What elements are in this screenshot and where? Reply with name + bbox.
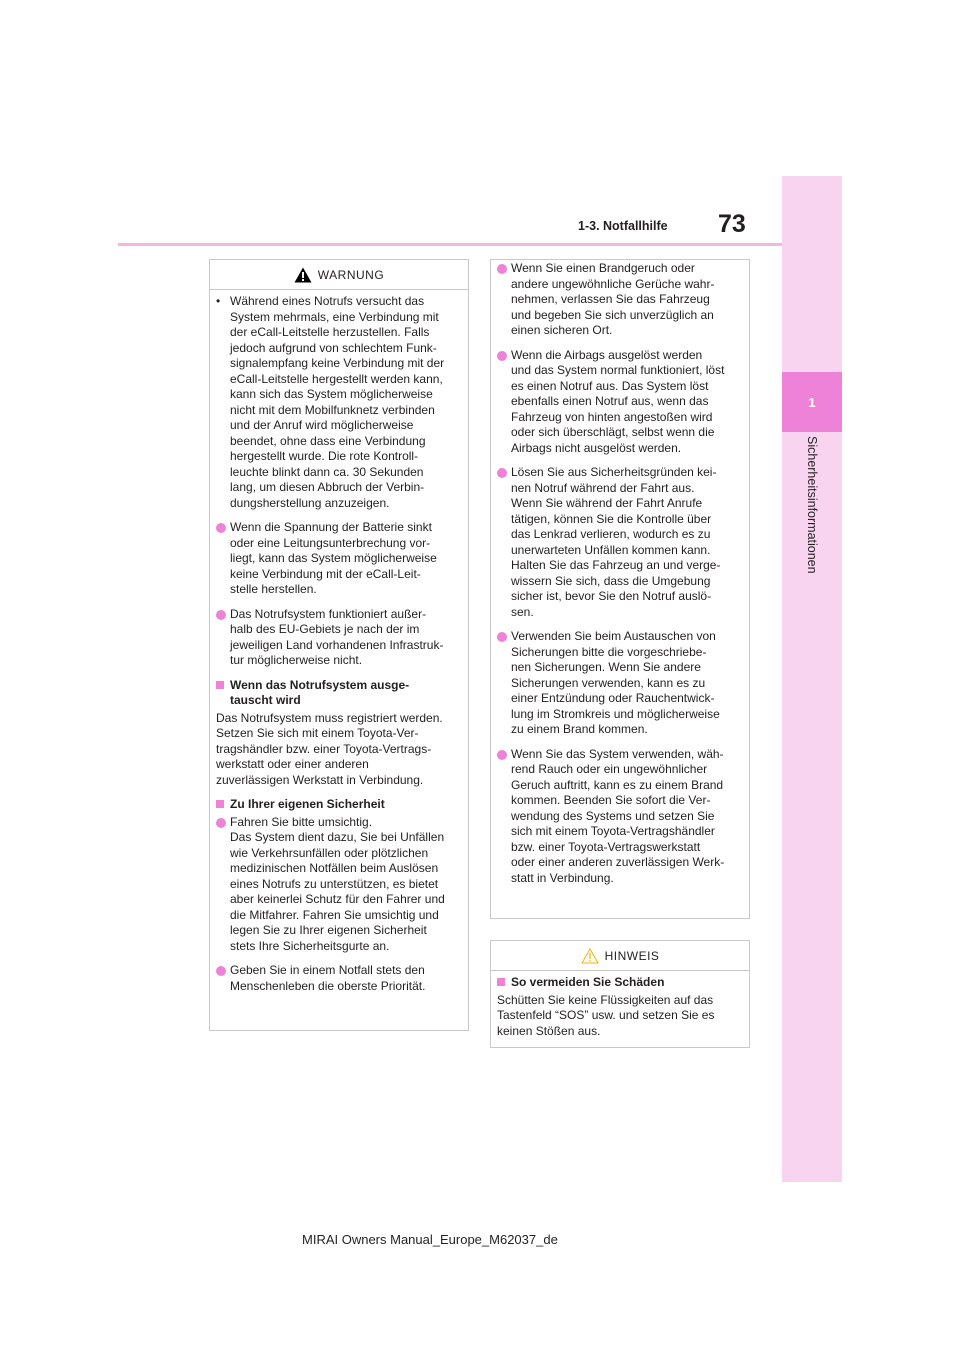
list-item-text: Fahren Sie bitte umsichtig. Das System dient dazu, Sie bei Unfällen wie Verkehrsunfällen oder plötzlichen medizinischen Notfällen beim Auslösen eines Notrufs zu unterstützen, es bietet aber keinerlei Schutz für den Fahrer und die Mitfahrer. Fahren Sie umsichtig und legen Sie zu Ihrer eigenen Sicherheit stets Ihre Sicherheitsgurte an. [230, 814, 445, 953]
caution-triangle-outline-icon [581, 948, 599, 964]
chapter-number: 1 [782, 372, 842, 432]
note-title: HINWEIS [604, 948, 660, 963]
list-item [497, 348, 743, 457]
page-number: 73 [718, 210, 746, 238]
warning-box [209, 259, 469, 1031]
list-item-text: Wenn die Airbags ausgelöst werden und das System normal funktioniert, löst es einen Notruf aus. Das System löst ebenfalls einen Notruf aus, wenn das Fahrzeug von hinten angestoßen wird oder sich überschlägt, selbst wenn die Airbags nicht ausgelöst werden. [511, 347, 725, 455]
list-item [216, 815, 462, 955]
circle-bullet-icon [216, 963, 230, 994]
warning-bullet-text: Während eines Notrufs versucht das System mehrmals, eine Verbindung mit der eCall-Leitstelle herzustellen. Falls jedoch aufgrund von schlechtem Funk- signalempfang keine Verbindung mit der eCall-Leitstelle hergestellt werden kann, kann sich das System möglicherweise nicht mit dem Mobilfunknetz verbinden und der Anruf wird möglicherweise beendet, ohne dass eine Verbindung hergestellt wurde. Die rote Kontroll- leuchte blinkt dann ca. 30 Sekunden lang, um diesen Abbruch der Verbin- dungsherstellung anzuzeigen. [230, 294, 445, 510]
square-bullet-icon [497, 975, 511, 991]
circle-bullet-icon [497, 261, 511, 339]
warning-bullet [216, 294, 462, 511]
subheading-text: So vermeiden Sie Schäden [511, 975, 665, 989]
subheading-text: Wenn das Notrufsystem ausge- tauscht wird [230, 677, 410, 707]
subheading [216, 797, 462, 813]
list-item-text: Wenn Sie das System verwenden, wäh- rend Rauch oder ein ungewöhnlicher Geruch auftritt, kann es zu einem Brand kommen. Beenden Sie sofort die Ver- wendung des Systems und setzen Sie sich mit einem Toyota-Vertragshändler bzw. einer Toyota-Vertragswerkstatt oder einer anderen zuverlässigen Werk- statt in Verbindung. [511, 746, 725, 885]
list-item [216, 963, 462, 994]
paragraph: Schütten Sie keine Flüssigkeiten auf das Tastenfeld “SOS” usw. und setzen Sie es keinen Stößen aus. [497, 992, 715, 1038]
note-box [490, 940, 750, 1048]
chapter-side-tab [782, 176, 842, 1182]
warning-box-continued [490, 259, 750, 919]
section-title: 1-3. Notfallhilfe [578, 219, 668, 233]
footer-text: MIRAI Owners Manual_Europe_M62037_de [302, 1232, 558, 1247]
paragraph: Das Notrufsystem muss registriert werden. Setzen Sie sich mit einem Toyota-Ver- tragshändler bzw. einer Toyota-Vertrags- werkstatt oder einer anderen zuverlässigen Werkstatt in Verbindung. [216, 710, 443, 787]
circle-bullet-icon [216, 520, 230, 598]
circle-bullet-icon [216, 607, 230, 669]
list-item [497, 465, 743, 620]
square-bullet-icon [216, 678, 230, 709]
list-item-text: Lösen Sie aus Sicherheitsgründen kei- nen Notruf während der Fahrt aus. Wenn Sie während der Fahrt Anrufe tätigen, können Sie die Kontrolle über das Lenkrad verlieren, wodurch es zu unerwarteten Unfällen kommen kann. Halten Sie das Fahrzeug an und verge- wissern Sie sich, dass die Umgebung sicher ist, bevor Sie den Notruf auslö- sen. [511, 465, 721, 619]
chapter-title: Sicherheitsinformationen [805, 436, 819, 574]
circle-bullet-icon [497, 747, 511, 887]
list-item-text: Das Notrufsystem funktioniert außer- halb des EU-Gebiets je nach der im jeweiligen Land vorhandenen Infrastruk- tur möglicherweise nicht. [230, 606, 444, 667]
warning-header [210, 260, 468, 290]
circle-bullet-icon [497, 465, 511, 620]
list-item [497, 629, 743, 738]
circle-bullet-icon [216, 815, 230, 955]
list-item [497, 261, 743, 339]
bullet-mark: • [216, 294, 221, 308]
circle-bullet-icon [497, 629, 511, 738]
circle-bullet-icon [497, 348, 511, 457]
list-item [216, 520, 462, 598]
header-rule [118, 243, 782, 246]
list-item-text: Wenn die Spannung der Batterie sinkt oder eine Leitungsunterbrechung vor- liegt, kann das System möglicherweise keine Verbindung mit der eCall-Leit- stelle herstellen. [230, 520, 437, 596]
list-item [497, 747, 743, 887]
list-item-text: Verwenden Sie beim Austauschen von Sicherungen bitte die vorgeschriebe- nen Sicherungen. Wenn Sie andere Sicherungen verwenden, kann es zu einer Entzündung oder Rauchentwick- lung im Stromkreis und möglicherweise zu einem Brand kommen. [511, 629, 720, 736]
subheading-text: Zu Ihrer eigenen Sicherheit [230, 797, 385, 811]
list-item-text: Wenn Sie einen Brandgeruch oder andere ungewöhnliche Gerüche wahr- nehmen, verlassen Sie das Fahrzeug und begeben Sie sich unverzüglich an einen sicheren Ort. [511, 261, 715, 337]
subheading [216, 678, 462, 709]
warning-triangle-icon [294, 267, 312, 283]
list-item [216, 607, 462, 669]
square-bullet-icon [216, 797, 230, 813]
warning-title: WARNUNG [317, 267, 385, 282]
list-item-text: Geben Sie in einem Notfall stets den Menschenleben die oberste Priorität. [230, 963, 426, 993]
note-header [491, 941, 749, 971]
subheading [497, 975, 743, 991]
